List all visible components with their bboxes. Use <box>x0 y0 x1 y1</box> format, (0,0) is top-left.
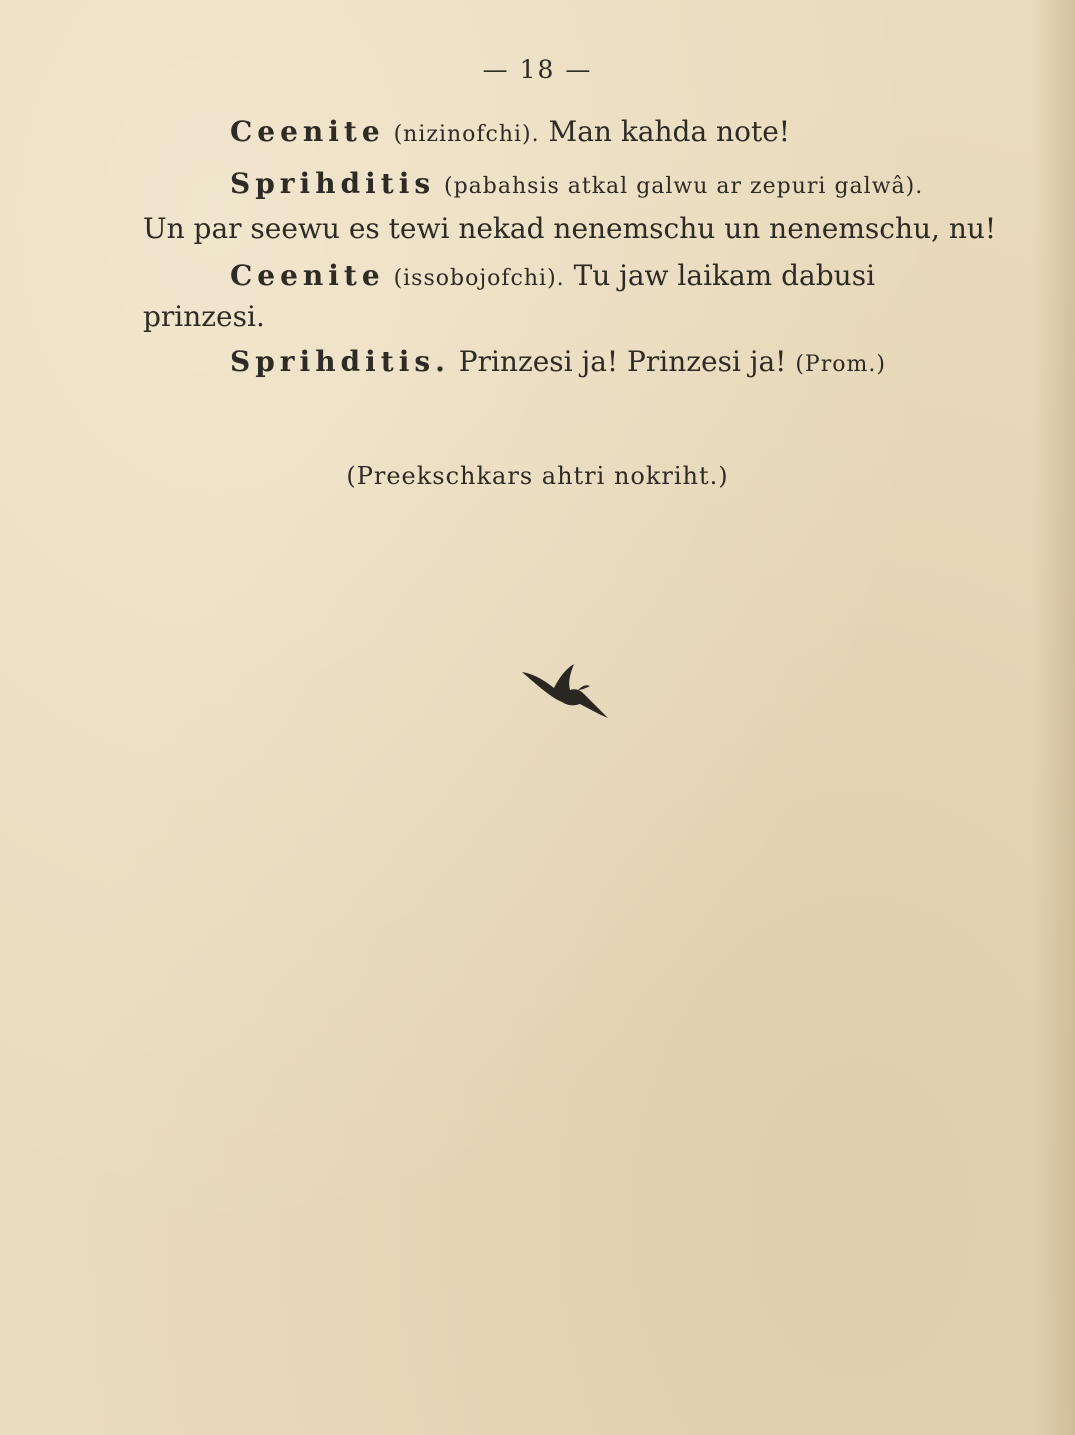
dialogue-text: Man kahda note! <box>548 115 791 148</box>
dialogue-line-4 <box>230 259 876 292</box>
speaker-name: Sprihditis <box>230 167 436 200</box>
dialogue-text: Tu jaw laikam dabusi <box>573 259 876 292</box>
stage-direction: (issobojofchi). <box>393 266 565 291</box>
dialogue-line-5 <box>143 300 265 333</box>
dialogue-text: Prinzesi ja! Prinzesi ja! <box>458 345 787 378</box>
stage-direction: (pabahsis atkal galwu ar zepuri galwâ). <box>444 174 924 199</box>
dialogue-line-3 <box>143 212 997 245</box>
speaker-name: Sprihditis. <box>230 345 450 378</box>
dialogue-text: prinzesi. <box>143 300 265 333</box>
dialogue-line-2 <box>230 167 924 200</box>
dialogue-line-1 <box>230 115 791 148</box>
speaker-name: Ceenite <box>230 259 385 292</box>
page-number: — 18 — <box>482 55 593 84</box>
stage-note: (Preekschkars ahtri nokriht.) <box>346 462 729 490</box>
swallow-icon <box>520 660 612 722</box>
dialogue-text: Un par seewu es tewi nekad nenemschu un nenemschu, nu! <box>143 212 997 245</box>
stage-direction: (Prom.) <box>795 352 886 377</box>
speaker-name: Ceenite <box>230 115 385 148</box>
stage-direction: (nizinofchi). <box>393 122 540 147</box>
dialogue-line-6 <box>230 345 886 378</box>
